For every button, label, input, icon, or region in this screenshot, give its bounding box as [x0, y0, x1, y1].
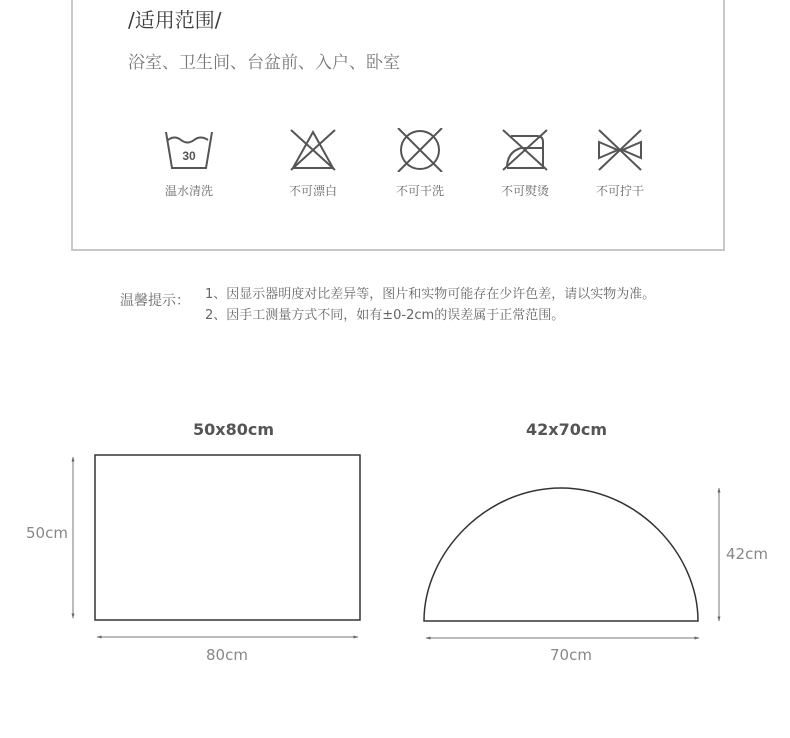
care-label: 不可熨烫: [500, 184, 549, 198]
usage-title: /适用范围/: [128, 8, 222, 32]
wash-temperature: 30: [182, 149, 196, 163]
tips-label: 温馨提示：: [120, 293, 190, 309]
tips-line: 1、因显示器明度对比差异等，图片和实物可能存在少许色差，请以实物为准。: [205, 287, 656, 302]
care-label: 温水清洗: [164, 184, 213, 198]
semicircle-width-label: 70cm: [550, 646, 592, 664]
rect-width-label: 80cm: [206, 646, 248, 664]
semicircle-size-title: 42x70cm: [526, 420, 608, 439]
rectangle-mat-outline: [95, 455, 360, 620]
tips-line: 2、因手工测量方式不同，如有±0-2cm的误差属于正常范围。: [205, 308, 565, 323]
rect-height-label: 50cm: [26, 524, 68, 542]
rect-size-title: 50x80cm: [193, 420, 275, 439]
usage-places: 浴室、卫生间、台盆前、入户、卧室: [128, 53, 400, 73]
semicircle-mat-outline: [424, 488, 698, 621]
care-label: 不可干洗: [395, 184, 444, 198]
care-label: 不可漂白: [288, 184, 337, 198]
semicircle-height-label: 42cm: [726, 545, 768, 563]
care-label: 不可拧干: [595, 184, 644, 198]
